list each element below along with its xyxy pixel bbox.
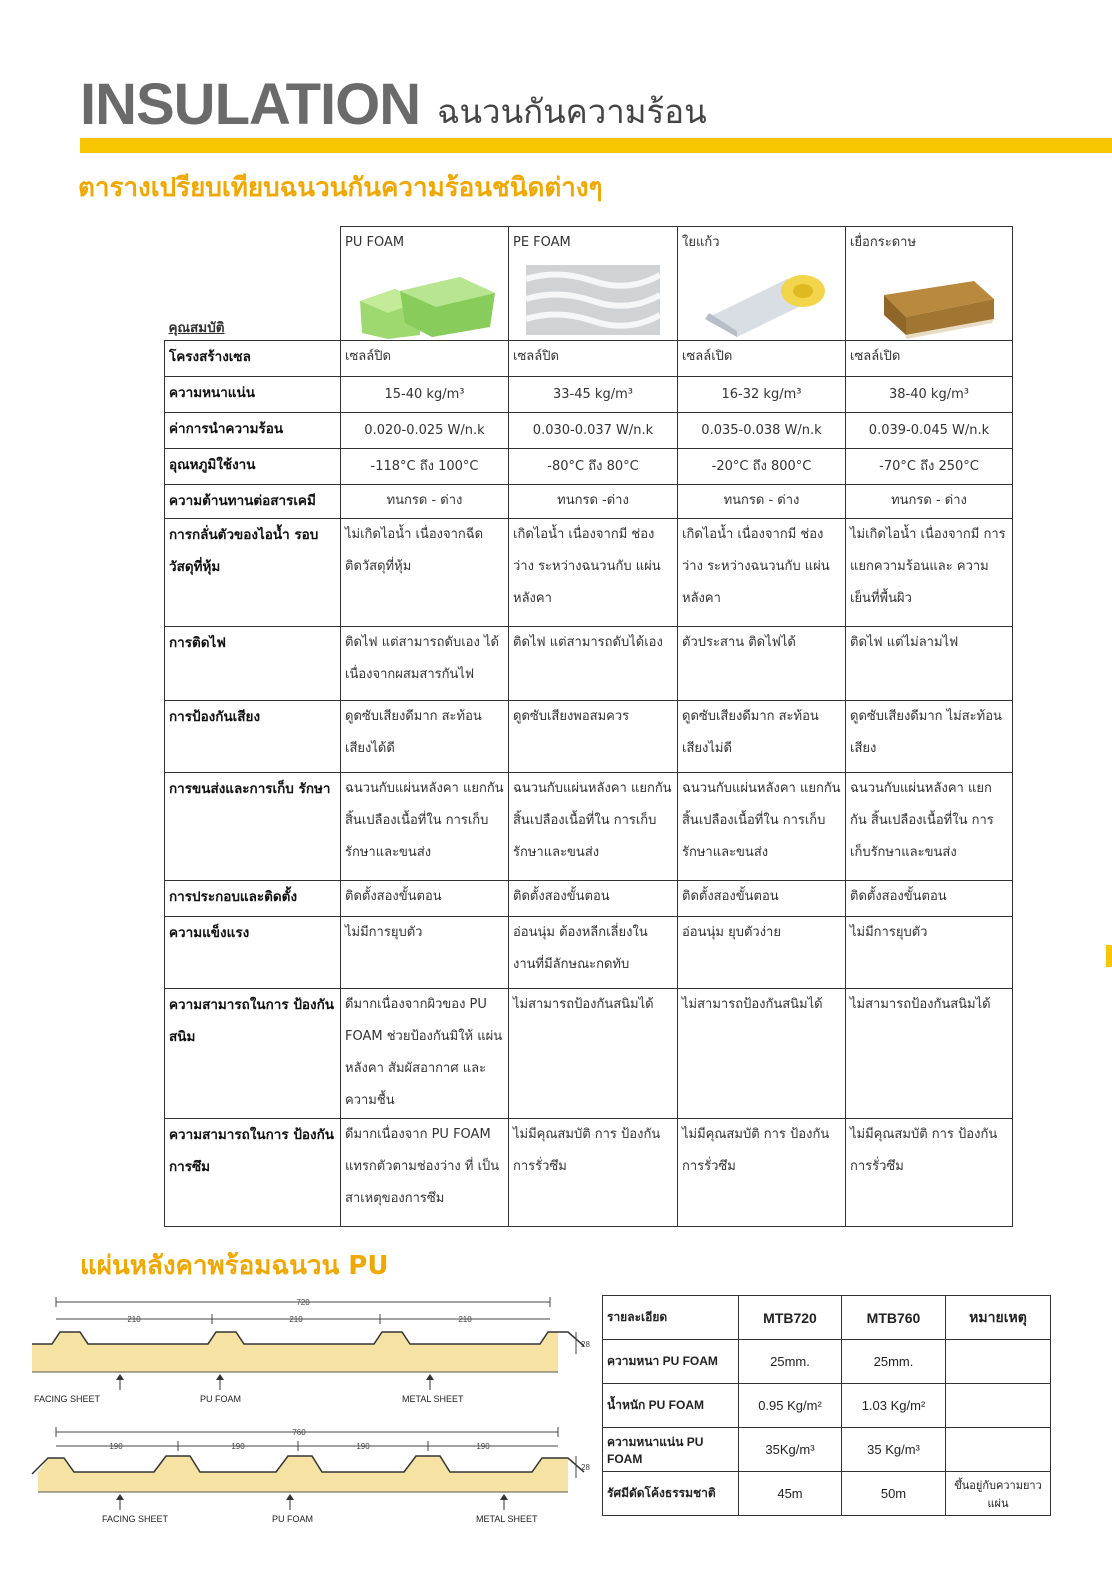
- row-operating-temperature: อุณหภูมิใช้งาน -118°C ถึง 100°C -80°C ถึง 80°C -20°C ถึง 800°C -70°C ถึง 250°C: [165, 449, 1013, 485]
- row-leak-protection: ความสามารถในการ ป้องกันการซึม ดีมากเนื่องจาก PU FOAM แทรกตัวตามช่องว่าง ที่ เป็นสาเหตุของการซึม ไม่มีคุณสมบัติ การ ป้องกันการรั่วซึม ไม่มีคุณสมบัติ การ ป้องกันการรั่วซึม ไม่มีคุณสมบัติ การ ป้องกันการรั่วซึม: [165, 1119, 1013, 1227]
- profile1-pitch-3: 210: [458, 1315, 472, 1324]
- row-installation: การประกอบและติดตั้ง ติดตั้งสองขั้นตอน ติดตั้งสองขั้นตอน ติดตั้งสองขั้นตอน ติดตั้งสองขั้นตอน: [165, 881, 1013, 917]
- row-thermal-conductivity: ค่าการนำความร้อน 0.020-0.025 W/n.k 0.030-0.037 W/n.k 0.035-0.038 W/n.k 0.039-0.045 W/n.k: [165, 413, 1013, 449]
- profile1-total-width: 720: [296, 1298, 310, 1307]
- profile2-label-pu: PU FOAM: [272, 1514, 314, 1524]
- page-subtitle: ฉนวนกันความร้อน: [437, 92, 707, 131]
- profile2-pitch-3: 190: [356, 1442, 370, 1451]
- profile-mtb720: [32, 1297, 590, 1404]
- product-pe-foam: PE FOAM: [509, 227, 678, 341]
- property-header: คุณสมบัติ: [165, 227, 341, 341]
- profile1-label-metal: METAL SHEET: [402, 1394, 464, 1404]
- spec-header-row: รายละเอียด MTB720 MTB760 หมายเหตุ: [603, 1296, 1051, 1340]
- row-strength: ความแข็งแรง ไม่มีการยุบตัว อ่อนนุ่ม ต้องหลีกเลี่ยงใน งานที่มีลักษณะกดทับ อ่อนนุ่ม ยุบตัวง่าย ไม่มีการยุบตัว: [165, 917, 1013, 989]
- comparison-title: ตารางเปรียบเทียบฉนวนกันความร้อนชนิดต่างๆ: [78, 173, 603, 203]
- profile2-pitch-4: 190: [476, 1442, 490, 1451]
- product-glass-wool: ใยแก้ว: [678, 227, 846, 341]
- row-transport-storage: การขนส่งและการเก็บ รักษา ฉนวนกับแผ่นหลังคา แยกกัน สิ้นเปลืองเนื้อที่ใน การเก็บรักษาและขนส่ง ฉนวนกับแผ่นหลังคา แยกกัน สิ้นเปลืองเนื้อที่ใน การเก็บรักษาและขนส่ง ฉนวนกับแผ่นหลังคา แยกกัน สิ้นเปลืองเนื้อที่ใน การเก็บรักษาและขนส่ง ฉนวนกับแผ่นหลังคา แยกกัน สิ้นเปลืองเนื้อที่ใน การเก็บรักษาและขนส่ง: [165, 773, 1013, 881]
- row-rust-protection: ความสามารถในการ ป้องกันสนิม ดีมากเนื่องจากผิวของ PU FOAM ช่วยป้องกันมิให้ แผ่นหลังคา สัมผัสอากาศ และความชื้น ไม่สามารถป้องกันสนิมได้ ไม่สามารถป้องกันสนิมได้ ไม่สามารถป้องกันสนิมได้: [165, 989, 1013, 1119]
- page-edge-tab: [1106, 945, 1112, 967]
- profile2-label-metal: METAL SHEET: [476, 1514, 538, 1524]
- row-density: ความหนาแน่น 15-40 kg/m³ 33-45 kg/m³ 16-32 kg/m³ 38-40 kg/m³: [165, 377, 1013, 413]
- spec-row-bend-radius: รัศมีดัดโค้งธรรมชาติ 45m 50m ขึ้นอยู่กับความยาวแผ่น: [603, 1472, 1051, 1516]
- spec-row-weight: น้ำหนัก PU FOAM 0.95 Kg/m² 1.03 Kg/m²: [603, 1384, 1051, 1428]
- comparison-table: [164, 226, 1013, 1227]
- glass-wool-image: [687, 261, 837, 339]
- row-cell-structure: โครงสร้างเซล เซลล์ปิด เซลล์ปิด เซลล์เปิด เซลล์เปิด: [165, 341, 1013, 377]
- profile2-label-facing: FACING SHEET: [102, 1514, 169, 1524]
- cellulose-image: [854, 261, 1004, 339]
- profile2-total-width: 760: [292, 1428, 306, 1437]
- spec-row-density: ความหนาแน่น PU FOAM 35Kg/m³ 35 Kg/m³: [603, 1428, 1051, 1472]
- profile1-label-facing: FACING SHEET: [34, 1394, 101, 1404]
- row-condensation: การกลั่นตัวของไอน้ำ รอบวัสดุที่หุ้ม ไม่เกิดไอน้ำ เนื่องจากฉีด ติดวัสดุที่หุ้ม เกิดไอน้ำ เนื่องจากมี ช่องว่าง ระหว่างฉนวนกับ แผ่นหลังคา เกิดไอน้ำ เนื่องจากมี ช่องว่าง ระหว่างฉนวนกับ แผ่นหลังคา ไม่เกิดไอน้ำ เนื่องจากมี การแยกความร้อนและ ความเย็นที่พื้นผิว: [165, 519, 1013, 627]
- profile1-label-pu: PU FOAM: [200, 1394, 242, 1404]
- roof-profile-drawings: [28, 1292, 598, 1532]
- page-title: INSULATION: [80, 72, 421, 137]
- roof-section-title: แผ่นหลังคาพร้อมฉนวน PU: [80, 1251, 389, 1281]
- row-chemical-resistance: ความต้านทานต่อสารเคมี ทนกรด - ด่าง ทนกรด -ด่าง ทนกรด - ด่าง ทนกรด - ด่าง: [165, 485, 1013, 519]
- pu-foam-image: [350, 261, 500, 339]
- profile1-pitch-2: 210: [289, 1315, 303, 1324]
- profile2-height: 28: [581, 1463, 590, 1472]
- spec-table: [602, 1295, 1051, 1516]
- profile2-pitch-1: 190: [109, 1442, 123, 1451]
- row-sound: การป้องกันเสียง ดูดซับเสียงดีมาก สะท้อน เสียงได้ดี ดูดซับเสียงพอสมควร ดูดซับเสียงดีมาก สะท้อน เสียงไม่ดี ดูดซับเสียงดีมาก ไม่สะท้อนเสียง: [165, 701, 1013, 773]
- pe-foam-image: [518, 261, 668, 339]
- spec-row-thickness: ความหนา PU FOAM 25mm. 25mm.: [603, 1340, 1051, 1384]
- profile1-height: 28: [581, 1340, 590, 1349]
- row-flammability: การติดไฟ ติดไฟ แต่สามารถดับเอง ได้ เนื่องจากผสมสารกันไฟ ติดไฟ แต่สามารถดับได้เอง ตัวประสาน ติดไฟได้ ติดไฟ แต่ไม่ลามไฟ: [165, 627, 1013, 701]
- profile2-pitch-2: 190: [231, 1442, 245, 1451]
- profile-mtb760: [32, 1427, 590, 1524]
- product-pu-foam: PU FOAM: [341, 227, 509, 341]
- profile1-pitch-1: 210: [127, 1315, 141, 1324]
- product-cellulose: เยื่อกระดาษ: [846, 227, 1013, 341]
- header-divider: [80, 138, 1112, 153]
